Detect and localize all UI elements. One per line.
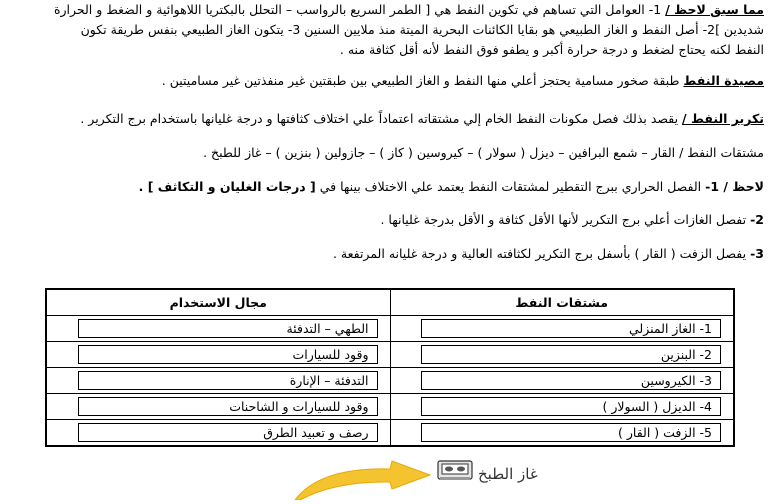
derivative-cell: 4- الديزل ( السولار ) (421, 397, 721, 416)
line-5 (80, 111, 764, 127)
table-header-row (46, 289, 734, 316)
derivatives-list: مشتقات النفط / القار – شمع البرافين – ديزل ( سولار ) – كيروسين ( كاز ) – جازولين ( بنزين ) – غاز للطبخ . (203, 145, 764, 160)
cooking-gas-figure (0, 455, 780, 500)
line-9 (333, 246, 764, 262)
line-6 (203, 145, 764, 161)
derivatives-table (45, 288, 735, 447)
line-8 (380, 212, 764, 228)
derivative-cell: 1- الغاز المنزلي (421, 319, 721, 338)
derivative-cell: 5- الزفت ( القار ) (421, 423, 721, 442)
use-cell: رصف و تعبيد الطرق (78, 423, 378, 442)
line-7-emphasis: [ درجات الغليان و التكاثف ] . (138, 179, 316, 194)
header-derivatives: مشتقات النفط (390, 289, 734, 316)
table-row (46, 394, 734, 420)
line-3-text: النفط لكنه يحتاج لضغط و درجة حرارة أكبر و يطفو فوق النفط لأنه أقل كثافة منه . (339, 42, 764, 57)
header-uses: مجال الاستخدام (46, 289, 390, 316)
line-2 (81, 22, 764, 38)
line-7 (139, 179, 764, 195)
line-8-text: تفصل الغازات أعلي برج التكرير لأنها الأقل كثافة و الأقل بدرجة غليانها . (380, 212, 751, 227)
table-row (46, 342, 734, 368)
cooking-gas-label: غاز الطبخ (478, 465, 538, 483)
table-row (46, 368, 734, 394)
table-row (46, 316, 734, 342)
derivative-cell: 3- الكيروسين (421, 371, 721, 390)
use-cell: وقود للسيارات (78, 345, 378, 364)
use-cell: وقود للسيارات و الشاحنات (78, 397, 378, 416)
line-1-text: 1- العوامل التي تساهم في تكوين النفط هي [ الطمر السريع بالرواسب – التحلل بالبكتريا اللاهوائية و الضغط و الحرارة (53, 2, 666, 17)
arrow-shape (295, 461, 430, 500)
line-4 (162, 73, 764, 89)
figure-graphic (0, 455, 780, 500)
note-3-number: 3- (750, 246, 764, 261)
derivative-cell: 2- البنزين (421, 345, 721, 364)
use-cell: الطهي – التدفئة (78, 319, 378, 338)
line-7-text: الفصل الحراري ببرج التقطير لمشتقات النفط يعتمد علي الاختلاف بينها في (315, 179, 706, 194)
use-cell: التدفئة – الإنارة (78, 371, 378, 390)
table-row (46, 420, 734, 447)
line-9-text: يفصل الزفت ( القار ) بأسفل برج التكرير لكثافته العالية و درجة غليانه المرتفعة . (332, 246, 751, 261)
line-2-text: شديدين ]2- أصل النفط و الغاز الطبيعي هو بقايا الكائنات البحرية الميتة منذ ملايين السنين 3- يتكون الغاز الطبيعي بنفس طريقة تكون (80, 22, 764, 37)
refining-heading: تكرير النفط / (682, 111, 764, 126)
stove-icon (438, 461, 472, 480)
oil-trap-heading: مصيدة النفط (683, 73, 764, 88)
observe-heading: مما سبق لاحظ / (665, 2, 764, 17)
line-4-text: طبقة صخور مسامية يحتجز أعلي منها النفط و الغاز الطبيعي بين طبقتين غير منفذتين غير مساميتين . (161, 73, 684, 88)
note-heading: لاحظ / 1- (705, 179, 764, 194)
note-2-number: 2- (750, 212, 764, 227)
line-3 (340, 42, 764, 58)
line-1 (54, 2, 764, 18)
line-5-text: يقصد بذلك فصل مكونات النفط الخام إلي مشتقاته اعتماداً علي اختلاف كثافتها و درجة غليانها باستخدام برج التكرير . (80, 111, 683, 126)
